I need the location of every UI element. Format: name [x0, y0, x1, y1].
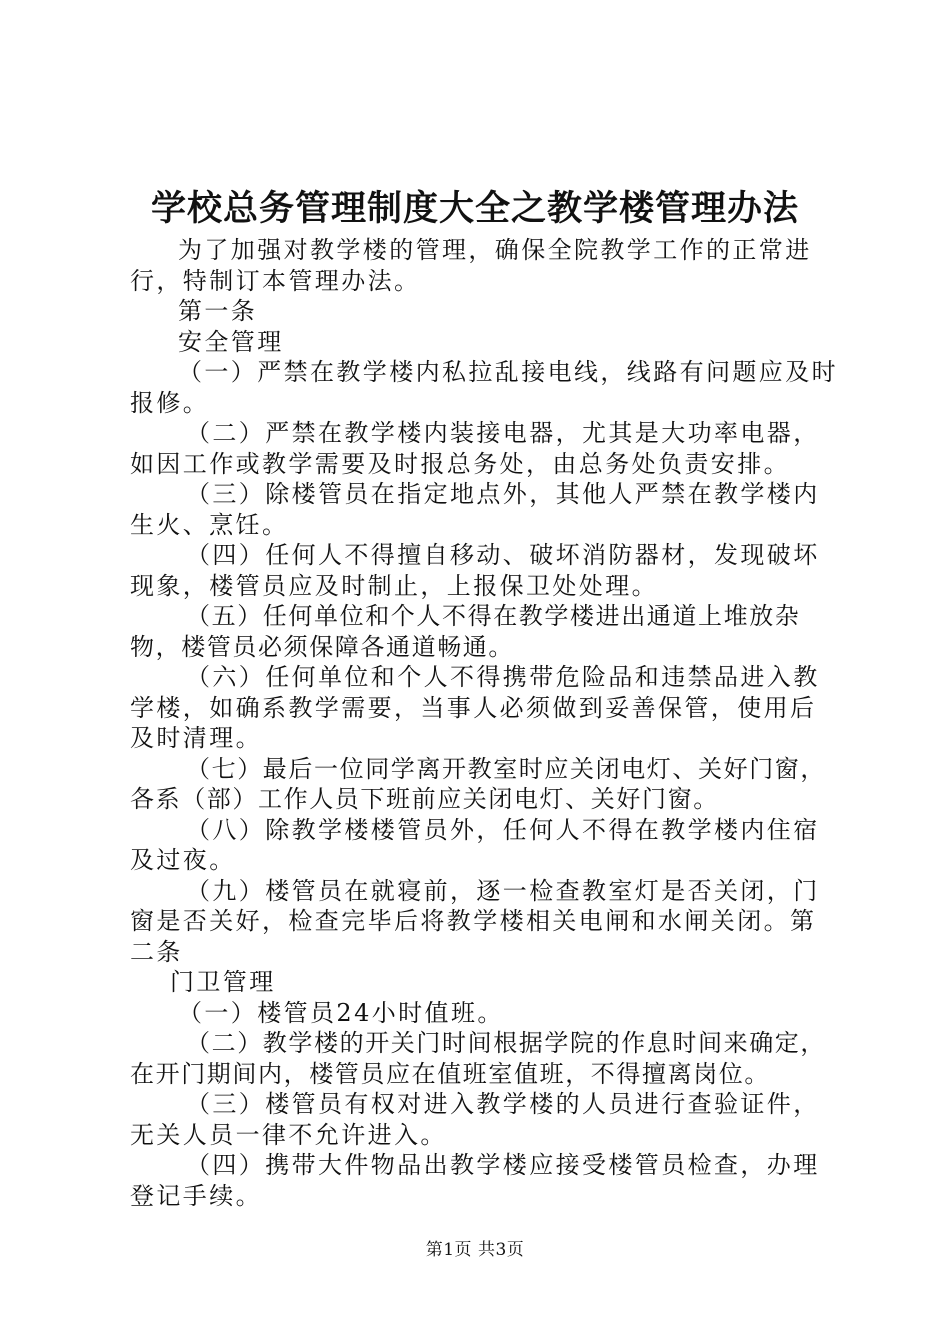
paragraph-safety-2: （二）严禁在教学楼内装接电器，尤其是大功率电器，如因工作或教学需要及时报总务处，由总务处负责安排。 — [130, 419, 820, 478]
document-title: 学校总务管理制度大全之教学楼管理办法 — [150, 189, 799, 229]
paragraph-gate-4: （四）携带大件物品出教学楼应接受楼管员检查，办理登记手续。 — [130, 1151, 820, 1210]
paragraph-safety-heading: 安全管理 — [178, 327, 284, 356]
paragraph-intro: 为了加强对教学楼的管理，确保全院教学工作的正常进行，特制订本管理办法。 — [130, 236, 812, 295]
paragraph-gate-2: （二）教学楼的开关门时间根据学院的作息时间来确定，在开门期间内，楼管员应在值班室值班，不得擅离岗位。 — [130, 1029, 826, 1088]
paragraph-safety-1: （一）严禁在教学楼内私拉乱接电线，线路有问题应及时报修。 — [130, 358, 838, 417]
paragraph-gate-heading: 门卫管理 — [170, 968, 276, 996]
paragraph-safety-4: （四）任何人不得擅自移动、破坏消防器材，发现破坏现象，楼管员应及时制止，上报保卫处处理。 — [130, 541, 820, 600]
paragraph-safety-3: （三）除楼管员在指定地点外，其他人严禁在教学楼内生火、烹饪。 — [130, 480, 820, 539]
paragraph-safety-7: （七）最后一位同学离开教室时应关闭电灯、关好门窗，各系（部）工作人员下班前应关闭电灯、关好门窗。 — [130, 754, 826, 813]
paragraph-gate-3: （三）楼管员有权对进入教学楼的人员进行查验证件，无关人员一律不允许进入。 — [130, 1090, 820, 1149]
document-body — [130, 235, 840, 1211]
paragraph-safety-6: （六）任何单位和个人不得携带危险品和违禁品进入教学楼，如确系教学需要，当事人必须做到妥善保管，使用后及时清理。 — [130, 663, 820, 752]
paragraph-gate-1: （一）楼管员24小时值班。 — [178, 998, 504, 1027]
paragraph-safety-5: （五）任何单位和个人不得在教学楼进出通道上堆放杂物，楼管员必须保障各通道畅通。 — [130, 602, 801, 661]
page-number-footer: 第1页 共3页 — [425, 1240, 525, 1260]
paragraph-safety-9: （九）楼管员在就寝前，逐一检查教室灯是否关闭，门窗是否关好，检查完毕后将教学楼相关电闸和水闸关闭。第二条 — [130, 876, 820, 966]
paragraph-article-1-heading: 第一条 — [178, 297, 258, 325]
paragraph-safety-8: （八）除教学楼楼管员外，任何人不得在教学楼内住宿及过夜。 — [130, 815, 820, 874]
